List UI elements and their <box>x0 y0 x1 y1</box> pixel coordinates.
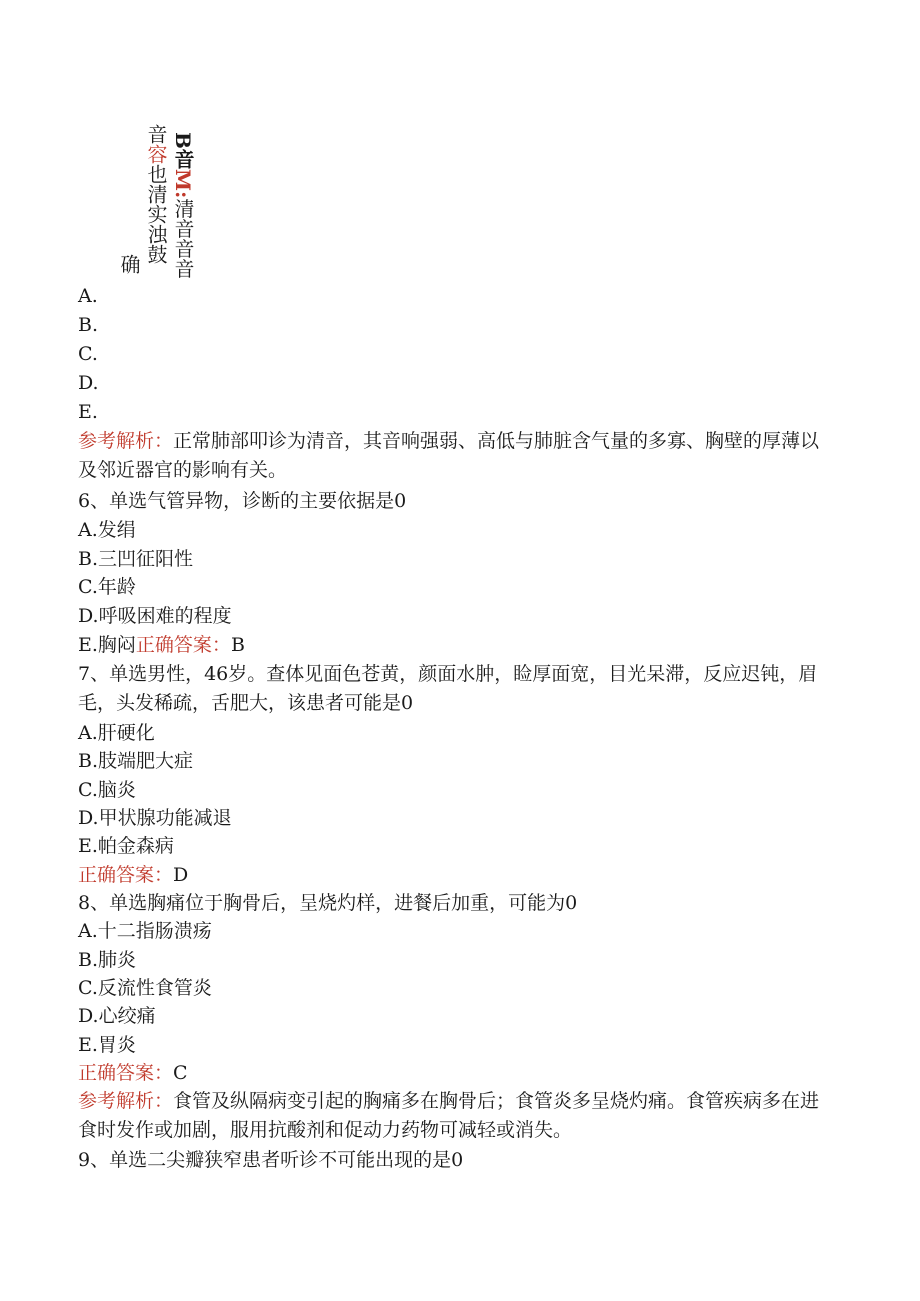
answer-label: 正确答案： <box>78 1062 174 1084</box>
analysis-paragraph <box>78 427 838 485</box>
answer-line <box>78 1060 188 1086</box>
analysis-paragraph <box>78 1087 838 1145</box>
option-e: E. <box>78 401 98 423</box>
option-a: A.肝硬化 <box>78 722 155 744</box>
analysis-label: 参考解析： <box>78 430 174 452</box>
option-c: C.反流性食管炎 <box>78 977 212 999</box>
option-b: B. <box>78 314 99 336</box>
answer-value: D <box>173 864 189 886</box>
question-6-stem: 6、单选气管异物，诊断的主要依据是0 <box>78 490 407 512</box>
analysis-text: 食管及纵隔病变引起的胸痛多在胸骨后；食管炎多呈烧灼痛。食管疾病多在进食时发作或加剧，服用抗酸剂和促动力药物可减轻或消失。 <box>78 1090 820 1141</box>
vertical-text: 也清实浊鼓 <box>144 164 168 264</box>
vertical-column-1 <box>170 132 196 278</box>
answer-value: B <box>230 634 245 656</box>
vertical-column-3 <box>116 254 142 274</box>
vertical-text: B <box>171 132 195 149</box>
vertical-text: 确 <box>117 254 141 274</box>
option-a: A.十二指肠溃疡 <box>78 920 212 942</box>
option-e: E.胸闷 <box>78 634 136 656</box>
vertical-text: 音 <box>171 148 195 169</box>
option-a: A. <box>78 285 98 307</box>
option-d: D.甲状腺功能减退 <box>78 807 232 829</box>
option-e: E.帕金森病 <box>78 835 174 857</box>
analysis-text: 正常肺部叩诊为清音，其音响强弱、高低与肺脏含气量的多寡、胸壁的厚薄以及邻近器官的影响有关。 <box>78 430 820 481</box>
answer-value: C <box>173 1062 188 1084</box>
option-e-with-answer <box>78 632 245 658</box>
option-c: C.年龄 <box>78 576 136 598</box>
option-e: E.胃炎 <box>78 1034 136 1056</box>
vertical-text: 清音音音 <box>171 198 195 279</box>
vertical-text-red: M: <box>171 168 195 199</box>
option-b: B.肢端肥大症 <box>78 750 194 772</box>
vertical-text-red: 容 <box>144 144 168 164</box>
question-7-stem: 7、单选男性，46岁。查体见面色苍黄，颜面水肿，睑厚面宽，目光呆滞，反应迟钝，眉毛，头发稀疏，舌肥大，该患者可能是0 <box>78 663 818 714</box>
option-a: A.发绢 <box>78 519 136 541</box>
question-9-stem: 9、单选二尖瓣狭窄患者听诊不可能出现的是0 <box>78 1149 464 1171</box>
option-d: D.呼吸困难的程度 <box>78 605 232 627</box>
vertical-text: 音 <box>144 124 168 144</box>
option-d: D.心绞痛 <box>78 1005 156 1027</box>
option-d: D. <box>78 372 99 394</box>
answer-label: 正确答案： <box>78 864 174 886</box>
option-c: C. <box>78 343 98 365</box>
option-c: C.脑炎 <box>78 779 136 801</box>
analysis-label: 参考解析： <box>78 1090 174 1112</box>
option-b: B.三凹征阳性 <box>78 548 194 570</box>
question-8-stem: 8、单选胸痛位于胸骨后，呈烧灼样，进餐后加重，可能为0 <box>78 892 578 914</box>
answer-label: 正确答案： <box>135 634 231 656</box>
answer-line <box>78 862 188 888</box>
vertical-column-2 <box>143 124 169 264</box>
option-b: B.肺炎 <box>78 949 137 971</box>
